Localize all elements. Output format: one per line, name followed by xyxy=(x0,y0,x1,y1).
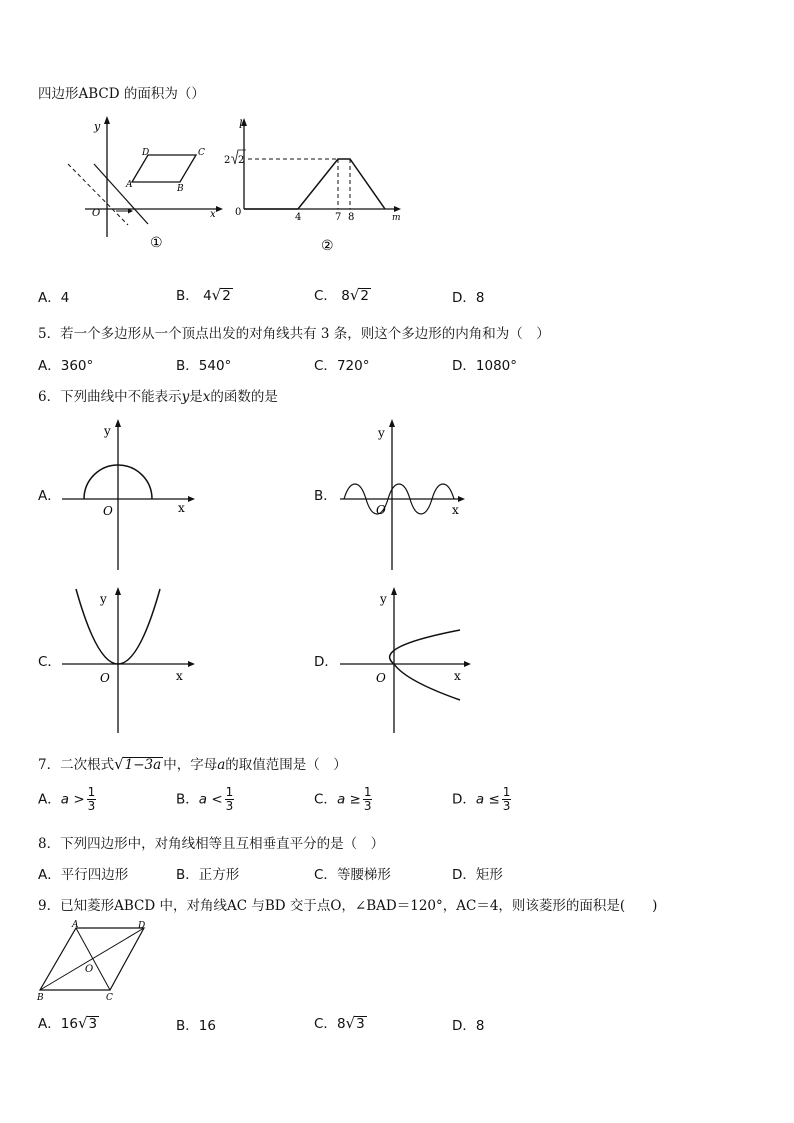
q5-option-d[interactable]: D．1080° xyxy=(452,358,518,374)
q4-figure-2 xyxy=(222,112,412,257)
fig2-caption: ② xyxy=(321,238,334,254)
q5-stem: 5．若一个多边形从一个顶点出发的对角线共有 3 条，则这个多边形的内角和为（ ） xyxy=(38,326,550,342)
fig1-b-label: B xyxy=(177,184,184,194)
q8-option-c[interactable]: C．等腰梯形 xyxy=(314,867,391,883)
fig1-y-label: y xyxy=(94,120,101,133)
q6d-x-label: x xyxy=(454,669,461,683)
q6c-y-label: y xyxy=(100,592,107,606)
q9-stem: 9．已知菱形ABCD 中，对角线AC 与BD 交于点O，∠BAD＝120°，AC＝4，则该菱形的面积是( ) xyxy=(38,898,658,914)
q6-option-a-label[interactable]: A． xyxy=(38,488,61,504)
q5-option-b[interactable]: B．540° xyxy=(176,358,232,374)
q8-option-b[interactable]: B．正方形 xyxy=(176,867,240,883)
q9-c-label: C xyxy=(106,993,113,1002)
fig1-origin-label: O xyxy=(92,208,101,219)
q7-stem: 7．二次根式√1−3a 中，字母a的取值范围是（ ） xyxy=(38,755,347,773)
q6-option-b-label[interactable]: B． xyxy=(314,488,337,504)
q6-option-d-label[interactable]: D． xyxy=(314,654,338,670)
q4-option-b[interactable]: B． 4√2 xyxy=(176,286,231,304)
q8-stem: 8．下列四边形中，对角线相等且互相垂直平分的是（ ） xyxy=(38,836,385,852)
fig2-tick-7: 7 xyxy=(335,212,342,223)
q9-option-b[interactable]: B．16 xyxy=(176,1018,216,1034)
q7-option-b[interactable]: B．a < $\frac{1}{3}$ xyxy=(176,785,234,813)
q6a-origin-label: O xyxy=(103,504,113,518)
q9-o-label: O xyxy=(85,964,94,975)
q6b-origin-label: O xyxy=(376,503,386,517)
q6-graph-d[interactable] xyxy=(336,583,476,738)
q7-option-c[interactable]: C．a ≥ $\frac{1}{3}$ xyxy=(314,785,372,813)
q8-option-a[interactable]: A．平行四边形 xyxy=(38,867,129,883)
fig2-tick-8: 8 xyxy=(348,212,355,223)
q5-option-c[interactable]: C．720° xyxy=(314,358,370,374)
fig1-a-label: A xyxy=(126,180,133,190)
q9-a-label: A xyxy=(72,920,79,930)
q6a-y-label: y xyxy=(104,424,111,438)
q9-option-d[interactable]: D．8 xyxy=(452,1018,485,1034)
q6c-x-label: x xyxy=(176,669,183,683)
q4-option-c[interactable]: C． 8√2 xyxy=(314,286,369,304)
q4-figure-1 xyxy=(60,112,225,252)
fig1-x-label: x xyxy=(210,209,216,220)
q7-option-a[interactable]: A．a > $\frac{1}{3}$ xyxy=(38,785,96,813)
fig2-tick-4: 4 xyxy=(295,212,302,223)
q9-option-a[interactable]: A．16√3 xyxy=(38,1014,98,1032)
fig2-y-value: 2 xyxy=(224,155,231,166)
fig1-c-label: C xyxy=(198,148,205,158)
q7-option-d[interactable]: D．a ≤ $\frac{1}{3}$ xyxy=(452,785,511,813)
q9-d-label: D xyxy=(138,921,146,931)
q8-option-d[interactable]: D．矩形 xyxy=(452,867,503,883)
q6-graph-a[interactable] xyxy=(60,415,200,575)
q6-graph-c[interactable] xyxy=(60,583,200,738)
q6b-x-label: x xyxy=(452,503,459,517)
q6-stem: 6．下列曲线中不能表示y是x的函数的是 xyxy=(38,389,278,405)
q6-graph-b[interactable] xyxy=(336,415,471,575)
q6c-origin-label: O xyxy=(100,671,110,685)
q9-rhombus-figure xyxy=(34,920,154,1002)
q4-option-d[interactable]: D．8 xyxy=(452,290,485,306)
fig2-y-radicand: 2 xyxy=(238,155,245,166)
q6b-y-label: y xyxy=(378,426,385,440)
q4-option-a[interactable]: A．4 xyxy=(38,290,70,306)
q6-option-c-label[interactable]: C． xyxy=(38,654,61,670)
fig2-origin-label: 0 xyxy=(235,207,242,218)
q6d-origin-label: O xyxy=(376,671,386,685)
q5-option-a[interactable]: A．360° xyxy=(38,358,94,374)
fig1-d-label: D xyxy=(142,148,150,158)
q9-b-label: B xyxy=(37,993,44,1002)
fig1-caption: ① xyxy=(150,235,163,251)
fig2-l-label: l xyxy=(239,118,243,131)
q6a-x-label: x xyxy=(178,501,185,515)
q9-option-c[interactable]: C．8√3 xyxy=(314,1014,365,1032)
q6d-y-label: y xyxy=(380,592,387,606)
fig2-m-label: m xyxy=(392,213,401,223)
q4-stem: 四边形ABCD 的面积为（） xyxy=(38,86,205,102)
